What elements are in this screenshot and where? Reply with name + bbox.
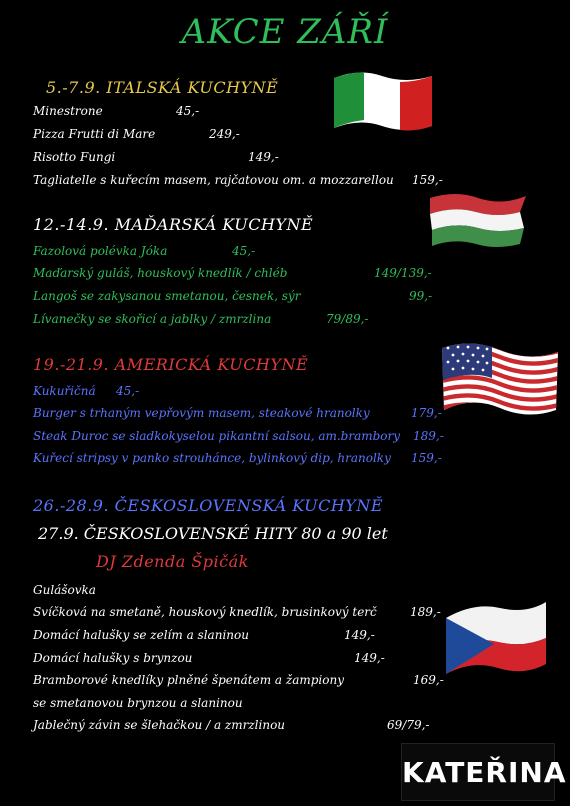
menu-item-price: 79/89,- [326,312,369,326]
logo-text: KATEŘINA [402,756,567,789]
menu-item-price: 149,- [248,150,279,164]
menu-item-name: Fazolová polévka Jóka [33,244,168,258]
menu-item-name: Kukuřičná [33,384,96,398]
page-title: AKCE ZÁŘÍ [181,12,389,52]
menu-item-price: 189,- [410,605,441,619]
menu-item-price: 149,- [344,628,375,642]
menu-item-name: Langoš se zakysanou smetanou, česnek, sýr [33,289,301,303]
menu-item-price: 159,- [412,173,443,187]
menu-item-name: Domácí halušky se zelím a slaninou [33,628,249,642]
menu-item-price: 45,- [176,104,200,118]
czech-flag-icon [442,598,550,680]
italy-flag-icon [330,68,436,136]
menu-item-name: Steak Duroc se sladkokyselou pikantní salsou, am.brambory [33,429,401,443]
menu-item-price: 249,- [209,127,240,141]
menu-item-price: 159,- [411,451,442,465]
menu-item-price: 169,- [413,673,444,687]
hungary-flag-icon [426,188,528,256]
menu-item-name: Svíčková na smetaně, houskový knedlík, brusinkový terč [33,605,377,619]
menu-item-price: 45,- [116,384,140,398]
menu-item-name: Minestrone [33,104,103,118]
menu-item-name: Tagliatelle s kuřecím masem, rajčatovou om. a mozzarellou [33,173,394,187]
menu-item-price: 179,- [411,406,442,420]
event-title: 27.9. ČESKOSLOVENSKÉ HITY 80 a 90 let [38,524,388,543]
menu-item-name: Burger s trhaným vepřovým masem, steakové hranolky [33,406,370,420]
menu-item-name: Risotto Fungi [33,150,116,164]
usa-flag-icon [438,340,562,424]
menu-item-name: Kuřecí stripsy v panko strouhánce, bylinkový dip, hranolky [33,451,391,465]
menu-item-price: 149/139,- [374,266,432,280]
restaurant-logo [401,743,567,801]
menu-item-name: se smetanovou brynzou a slaninou [33,696,243,710]
menu-item-price: 45,- [232,244,256,258]
menu-item-price: 69/79,- [387,718,430,732]
menu-item-price: 149,- [354,651,385,665]
menu-item-name: Domácí halušky s brynzou [33,651,193,665]
menu-item-name: Gulášovka [33,583,96,597]
section-heading-italy: 5.-7.9. ITALSKÁ KUCHYNĚ [46,78,279,97]
menu-item-name: Jablečný závin se šlehačkou / a zmrzlinou [33,718,286,732]
section-heading-czechoslovakia: 26.-28.9. ČESKOSLOVENSKÁ KUCHYNĚ [33,496,384,515]
menu-item-price: 99,- [409,289,433,303]
dj-name: DJ Zdenda Špičák [96,552,249,571]
menu-item-name: Pizza Frutti di Mare [33,127,156,141]
menu-item-name: Maďarský guláš, houskový knedlík / chléb [33,266,288,280]
menu-item-price: 189,- [413,429,444,443]
menu-item-name: Bramborové knedlíky plněné špenátem a žampiony [33,673,344,687]
section-heading-hungary: 12.-14.9. MAĎARSKÁ KUCHYNĚ [33,215,314,234]
section-heading-america: 19.-21.9. AMERICKÁ KUCHYNĚ [33,355,309,374]
menu-item-name: Lívanečky se skořicí a jablky / zmrzlina [33,312,272,326]
